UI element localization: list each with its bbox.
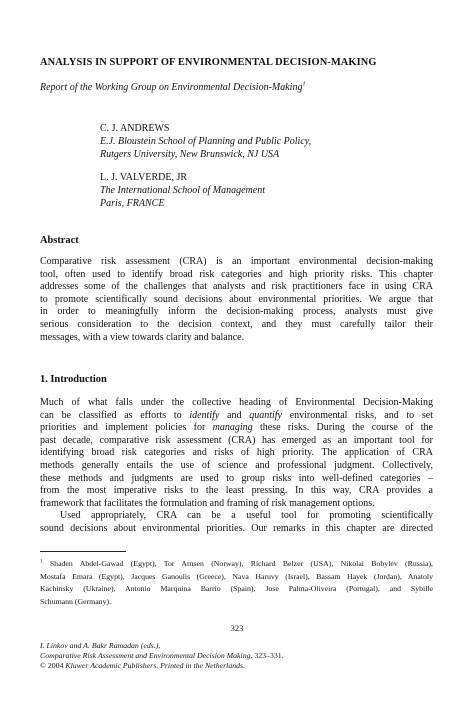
introduction-paragraph <box>40 397 433 536</box>
author-affiliation: E.J. Bloustein School of Planning and Public Policy, <box>100 136 312 147</box>
text-line <box>40 422 433 435</box>
text-line: Schumann (Germany). <box>40 596 112 606</box>
text-line: serious consideration to the decision context, and they must carefully tailor their <box>40 318 433 330</box>
paper-subtitle <box>40 82 440 93</box>
author-affiliation: Paris, FRANCE <box>100 198 165 209</box>
emphasis: managing <box>212 422 253 434</box>
author-name: C. J. ANDREWS <box>100 123 170 134</box>
text-run: priorities and implement policies for <box>40 422 213 434</box>
page-number: 323 <box>230 623 244 633</box>
text-line: methods generally entails the use of science and professional judgment. Collectively, <box>40 459 433 471</box>
introduction-heading: 1. Introduction <box>40 374 107 385</box>
book-line <box>40 651 440 661</box>
text-run: Shaden Abdel-Gawad (Egypt), Tor Arnsen (Norway), Richard Belzer (USA), Nikolai Bobylev (Russia), <box>42 559 433 568</box>
text-line: past decade, comparative risk assessment (CRA) has emerged as an important tool for <box>40 434 433 446</box>
text-line: addresses some of the challenges that analysts and risk practitioners face in using CRA <box>40 281 433 293</box>
author-affiliation: The International School of Management <box>100 185 265 196</box>
text-line: identifying broad risk categories and risks of high priority. The application of CRA <box>40 447 433 459</box>
book-title: Comparative Risk Assessment and Environmental Decision Making, <box>40 651 253 661</box>
footnote <box>40 559 433 609</box>
text-line: messages, with a view towards clarity and balance. <box>40 331 245 343</box>
abstract-paragraph <box>40 256 433 344</box>
author-affiliation: Rutgers University, New Brunswick, NJ USA <box>100 149 280 160</box>
text-line: Comparative risk assessment (CRA) is an important environmental decision-making <box>40 256 433 267</box>
text-line: to promote scientifically sound decisions about environmental priorities. We argue that <box>40 293 433 305</box>
text-line <box>40 559 433 572</box>
text-line: tool, often used to identify broad risk categories and high priority risks. This chapter <box>40 268 433 280</box>
subtitle-text: Report of the Working Group on Environmental Decision-Making <box>40 82 303 93</box>
emphasis: quantify <box>249 409 282 421</box>
text-run: and <box>219 409 250 421</box>
footnote-marker: 1 <box>302 81 306 88</box>
author-name: L. J. VALVERDE, JR <box>100 172 188 183</box>
text-line: these methods and judgments are used to group risks into well-defined categories – <box>40 472 433 484</box>
text-line <box>40 410 433 423</box>
text-run: can be classified as efforts to <box>40 409 190 421</box>
text-line: framework that facilitates the formulation and framing of risk management options. <box>40 497 375 509</box>
copyright-year: © 2004 <box>40 661 66 671</box>
text-line: Much of what falls under the collective heading of Environmental Decision-Making <box>40 397 433 408</box>
publication-info <box>40 641 440 672</box>
text-run: environmental risks, and to set <box>281 409 433 421</box>
text-line: sound decisions about environmental priorities. Our remarks in this chapter are directed <box>40 522 433 534</box>
text-line: from the most imperative risks to the least pressing. In this way, CRA provides a <box>40 485 433 497</box>
copyright-line <box>40 661 440 671</box>
footnote-divider <box>40 551 126 552</box>
footnote-marker: 1 <box>40 559 43 565</box>
publisher-name: Kluwer Academic Publishers. Printed in the Netherlands. <box>65 661 246 671</box>
text-line: Kachinsky (Ukraine), Antonio Marquina Barrio (Spain), Jose Palma-Oliveira (Portugal), and Sybille <box>40 584 433 594</box>
emphasis: identify <box>189 409 220 421</box>
editors-line: I. Linkov and A. Bakr Ramadan (eds.), <box>40 641 161 650</box>
text-line: Used appropriately, CRA can be a useful tool for promoting scientifically <box>60 510 433 522</box>
page-range: 323–331. <box>252 651 284 661</box>
text-run: these risks. During the course of the <box>252 422 433 434</box>
author-block-1 <box>100 122 400 161</box>
abstract-heading: Abstract <box>40 235 79 246</box>
text-line: in order to meaningfully inform the decision-making process, analysts must give <box>40 306 433 318</box>
author-block-2 <box>100 171 400 210</box>
text-line: Mostafa Emara (Egypt), Jacques Ganoulis (Greece), Nava Haruvy (Israel), Bassam Hayek (Jordan), Anatoly <box>40 571 433 581</box>
paper-title: ANALYSIS IN SUPPORT OF ENVIRONMENTAL DECISION-MAKING <box>40 57 377 68</box>
